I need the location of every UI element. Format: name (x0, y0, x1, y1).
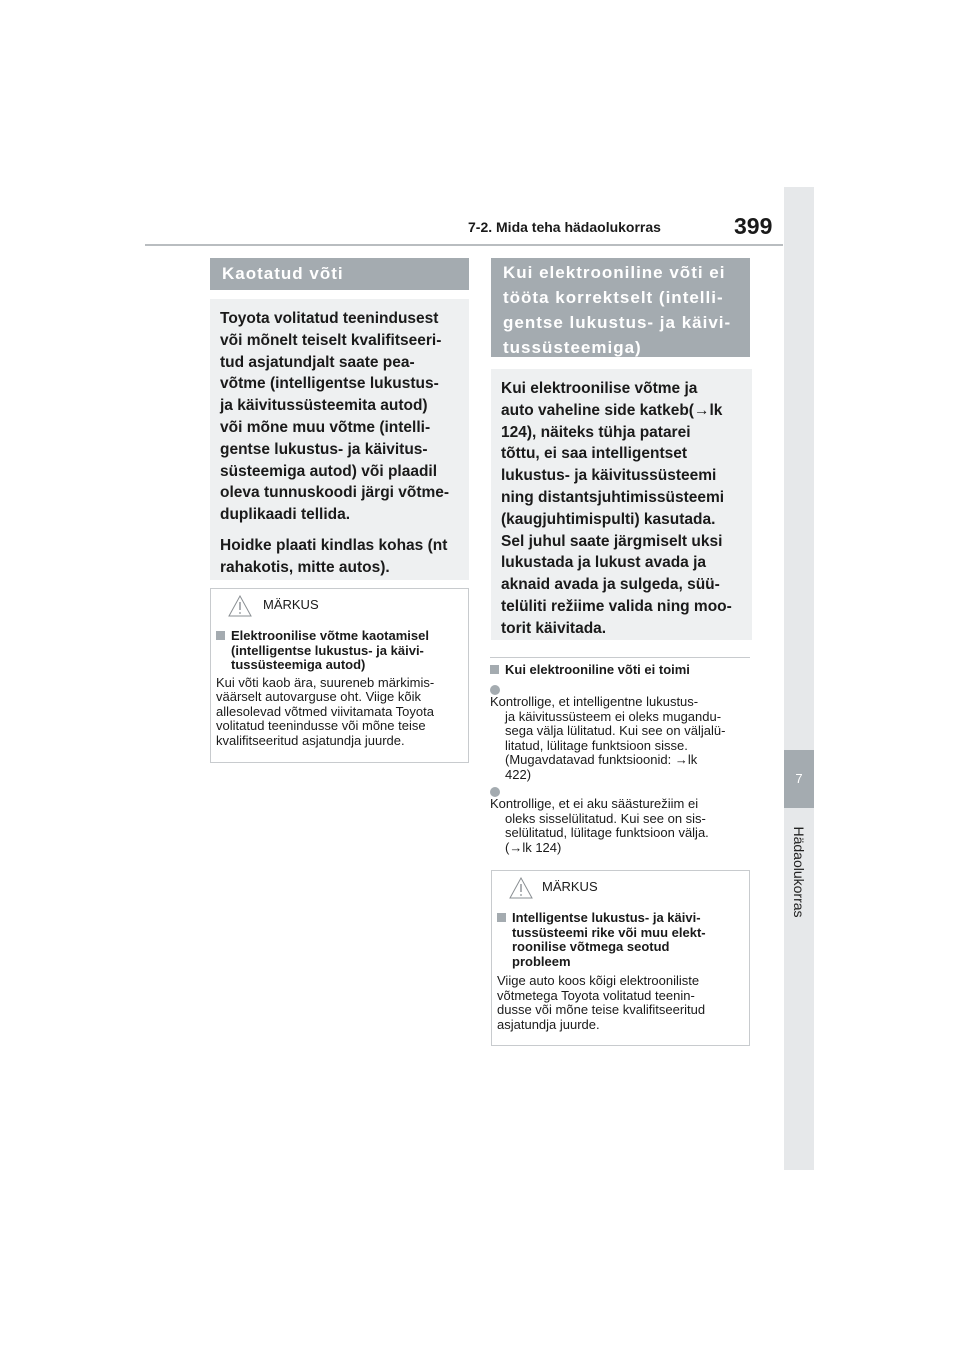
key-malfunction-note-box (491, 870, 750, 1046)
side-tab (784, 187, 814, 1170)
check-system-bullet: Kontrollige, et intelligentne lukustus- ja käivitussüsteem ei oleks mugandu- sega välja lülitatud. Kui see on väljalü- litatud, lülitage funktsioon sisse. (Mugavdatavad funktsioonid: →lk 422) (490, 685, 725, 782)
square-bullet-icon (497, 913, 506, 922)
note-title: MÄRKUS (497, 871, 744, 911)
page-number: 399 (734, 213, 773, 239)
warning-icon (509, 877, 533, 899)
key-malfunction-info-box: Kui elektroonilise võtme ja auto vaheline side katkeb(→lk 124), näiteks tühja patarei tõttu, ei saa intelligentset lukustus- ja käivitussüsteemi ning distantsjuhtimissüsteemi (kaugjuhtimispulti) kasutada. Sel juhul saate järgmiselt uksi lukustada ja lukust avada ja aknaid avada ja sulgeda, süü- telüliti režiime valida ning moo- torit käivitada. (491, 369, 752, 640)
warning-icon (228, 595, 252, 617)
note-item-title: Elektroonilise võtme kaotamisel (intelligentse lukustus- ja käivi- tussüsteemiga autod) (216, 629, 463, 673)
chapter-number: 7 (784, 750, 814, 808)
subheading-rule (490, 657, 750, 658)
note-body: Viige auto koos kõigi elektrooniliste võtmetega Toyota volitatud teenin- dusse või mõne teise kvalifitseeritud asjatundja juurde. (497, 973, 706, 1032)
lost-key-paragraph-2: Hoidke plaati kindlas kohas (nt rahakotis, mitte autos). (220, 536, 448, 576)
lost-key-note-box (210, 588, 469, 763)
note-item-title: Intelligentse lukustus- ja käivi- tussüsteemi rike või muu elekt- roonilise võtmega seotud probleem (497, 911, 744, 969)
note-title: MÄRKUS (216, 589, 463, 629)
lost-key-info-box (210, 299, 469, 580)
lost-key-paragraph-1: Toyota volitatud teenindusest või mõnelt teiselt kvalifitseeri- tud asjatundjalt saate pea- võtme (intelligentse lukustus- ja käivitussüsteemita autod) või mõne muu võtme (intelli- gentse lukustus- ja käivitus- süsteemiga autod) või plaadil oleva tunnuskoodi järgi võtme- duplikaadi tellida. (220, 310, 450, 524)
check-battery-saver-bullet: Kontrollige, et ei aku säästurežiim ei oleks sisselülitatud. Kui see on sis- selülitatud, lülitage funktsioon välja. (→lk 124) (490, 787, 709, 855)
header-divider (145, 244, 783, 246)
lost-key-heading: Kaotatud võti (210, 258, 469, 290)
note-body: Kui võti kaob ära, suureneb märkimis- väärselt autovarguse oht. Viige kõik allesolevad võtmed viivitamata Toyota volitatud teenindusse või mõne teise kvalifitseeritud asjatundja juurde. (216, 674, 435, 748)
square-bullet-icon (216, 631, 225, 640)
section-label: 7-2. Mida teha hädaolukorras (468, 219, 661, 235)
chapter-label: Hädaolukorras (791, 826, 807, 918)
square-bullet-icon (490, 665, 499, 674)
key-malfunction-heading: Kui elektrooniline võti ei tööta korrektselt (intelli- gentse lukustus- ja käivi- tussüsteemiga) (491, 258, 750, 357)
key-not-working-subheading: Kui elektrooniline võti ei toimi (490, 662, 690, 677)
